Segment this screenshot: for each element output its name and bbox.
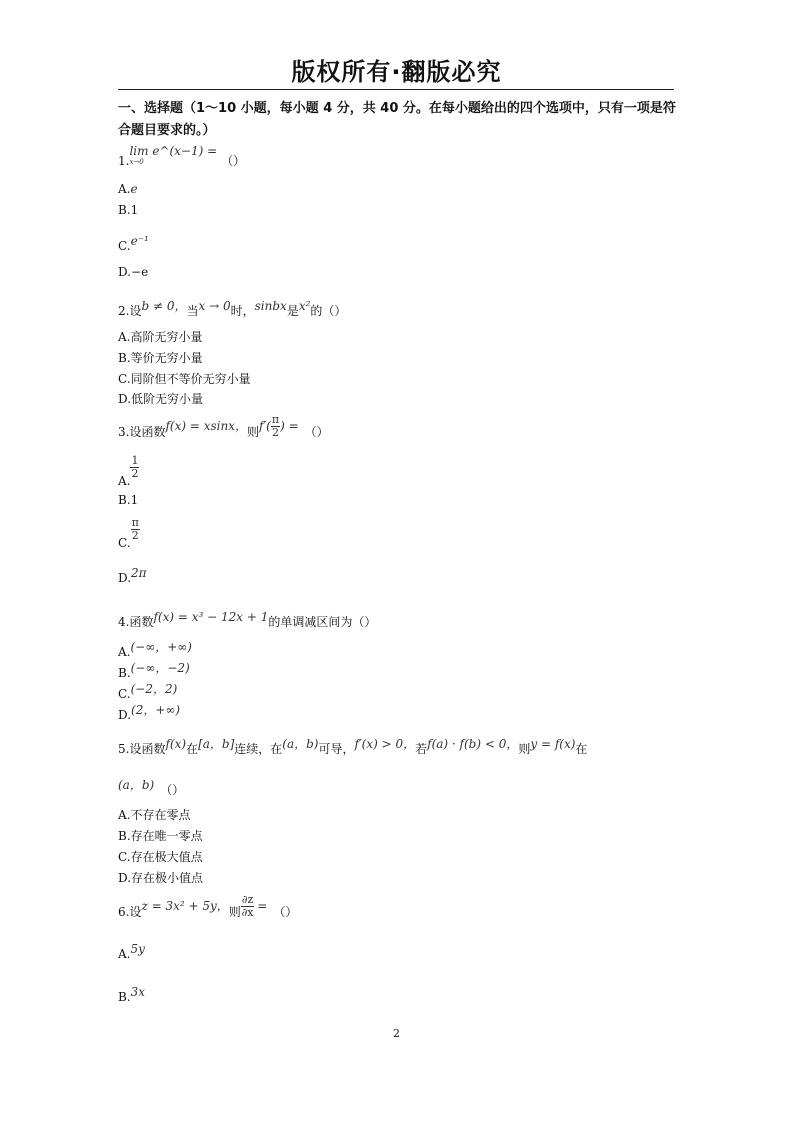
question-1-stem	[118, 146, 245, 169]
question-number: 4.	[118, 615, 130, 629]
option-a: A.不存在零点	[118, 808, 191, 822]
question-number: 3.	[118, 425, 130, 439]
option-a: A.(−∞，+∞)	[118, 640, 192, 659]
option-d: D.存在极小值点	[118, 871, 204, 885]
option-b: B.存在唯一零点	[118, 829, 203, 843]
question-5-stem-continued: (a，b) （）	[118, 778, 185, 797]
option-a: A.高阶无穷小量	[118, 330, 203, 344]
option-b: B.1	[118, 203, 139, 217]
question-3-stem: 3.设函数f(x) = xsinx，则f′( $\frac{\pi}{2}$ ) = （）	[118, 413, 329, 439]
option-b: B.等价无穷小量	[118, 351, 203, 365]
option-c: C.存在极大值点	[118, 850, 203, 864]
option-b: B.(−∞，−2)	[118, 661, 190, 680]
section-heading: 一、选择题（1～10 小题，每小题 4 分，共 40 分。在每小题给出的四个选项中，只有一项是符合题目要求的。）	[118, 101, 676, 138]
question-2-stem: 2.设b ≠ 0，当x → 0时，sinbx是x²的（）	[118, 299, 347, 318]
option-c: C.e⁻¹	[118, 234, 149, 253]
question-number: 2.	[118, 304, 130, 318]
question-math: lim e^(x−1) =	[129, 144, 218, 158]
option-b: B.1	[118, 493, 139, 507]
option-d: D.低阶无穷小量	[118, 392, 204, 406]
page-number: 2	[393, 1027, 400, 1040]
header-divider	[118, 89, 674, 90]
question-math-subscript: x→0	[129, 158, 144, 166]
option-d: D.2π	[118, 566, 147, 585]
option-d: D.(2，+∞)	[118, 703, 181, 722]
page-header-title: 版权所有·翻版必究	[291, 58, 502, 86]
question-4-stem: 4.函数f(x) = x³ − 12x + 1的单调减区间为（）	[118, 610, 377, 629]
option-a: A.5y	[118, 942, 145, 961]
option-c: C. $\frac{\pi}{2}$	[118, 516, 139, 550]
option-a: A.e	[118, 182, 138, 196]
option-d: D.−e	[118, 265, 149, 279]
question-5-stem: 5.设函数f(x)在[a，b]连续，在(a，b)可导，f′(x) > 0，若f(a) · f(b) < 0，则y = f(x)在	[118, 737, 588, 756]
question-number: 5.	[118, 742, 130, 756]
question-6-stem: 6.设z = 3x² + 5y，则 $\frac{\partial z}{\partial x}$ = （）	[118, 893, 298, 919]
option-a: A. $\frac{1}{2}$	[118, 454, 139, 488]
option-c: C.(−2，2)	[118, 682, 178, 701]
question-number: 6.	[118, 905, 130, 919]
question-number: 1.	[118, 154, 130, 168]
option-c: C.同阶但不等价无穷小量	[118, 372, 251, 386]
question-tail: （）	[221, 154, 246, 168]
option-b: B.3x	[118, 985, 146, 1004]
